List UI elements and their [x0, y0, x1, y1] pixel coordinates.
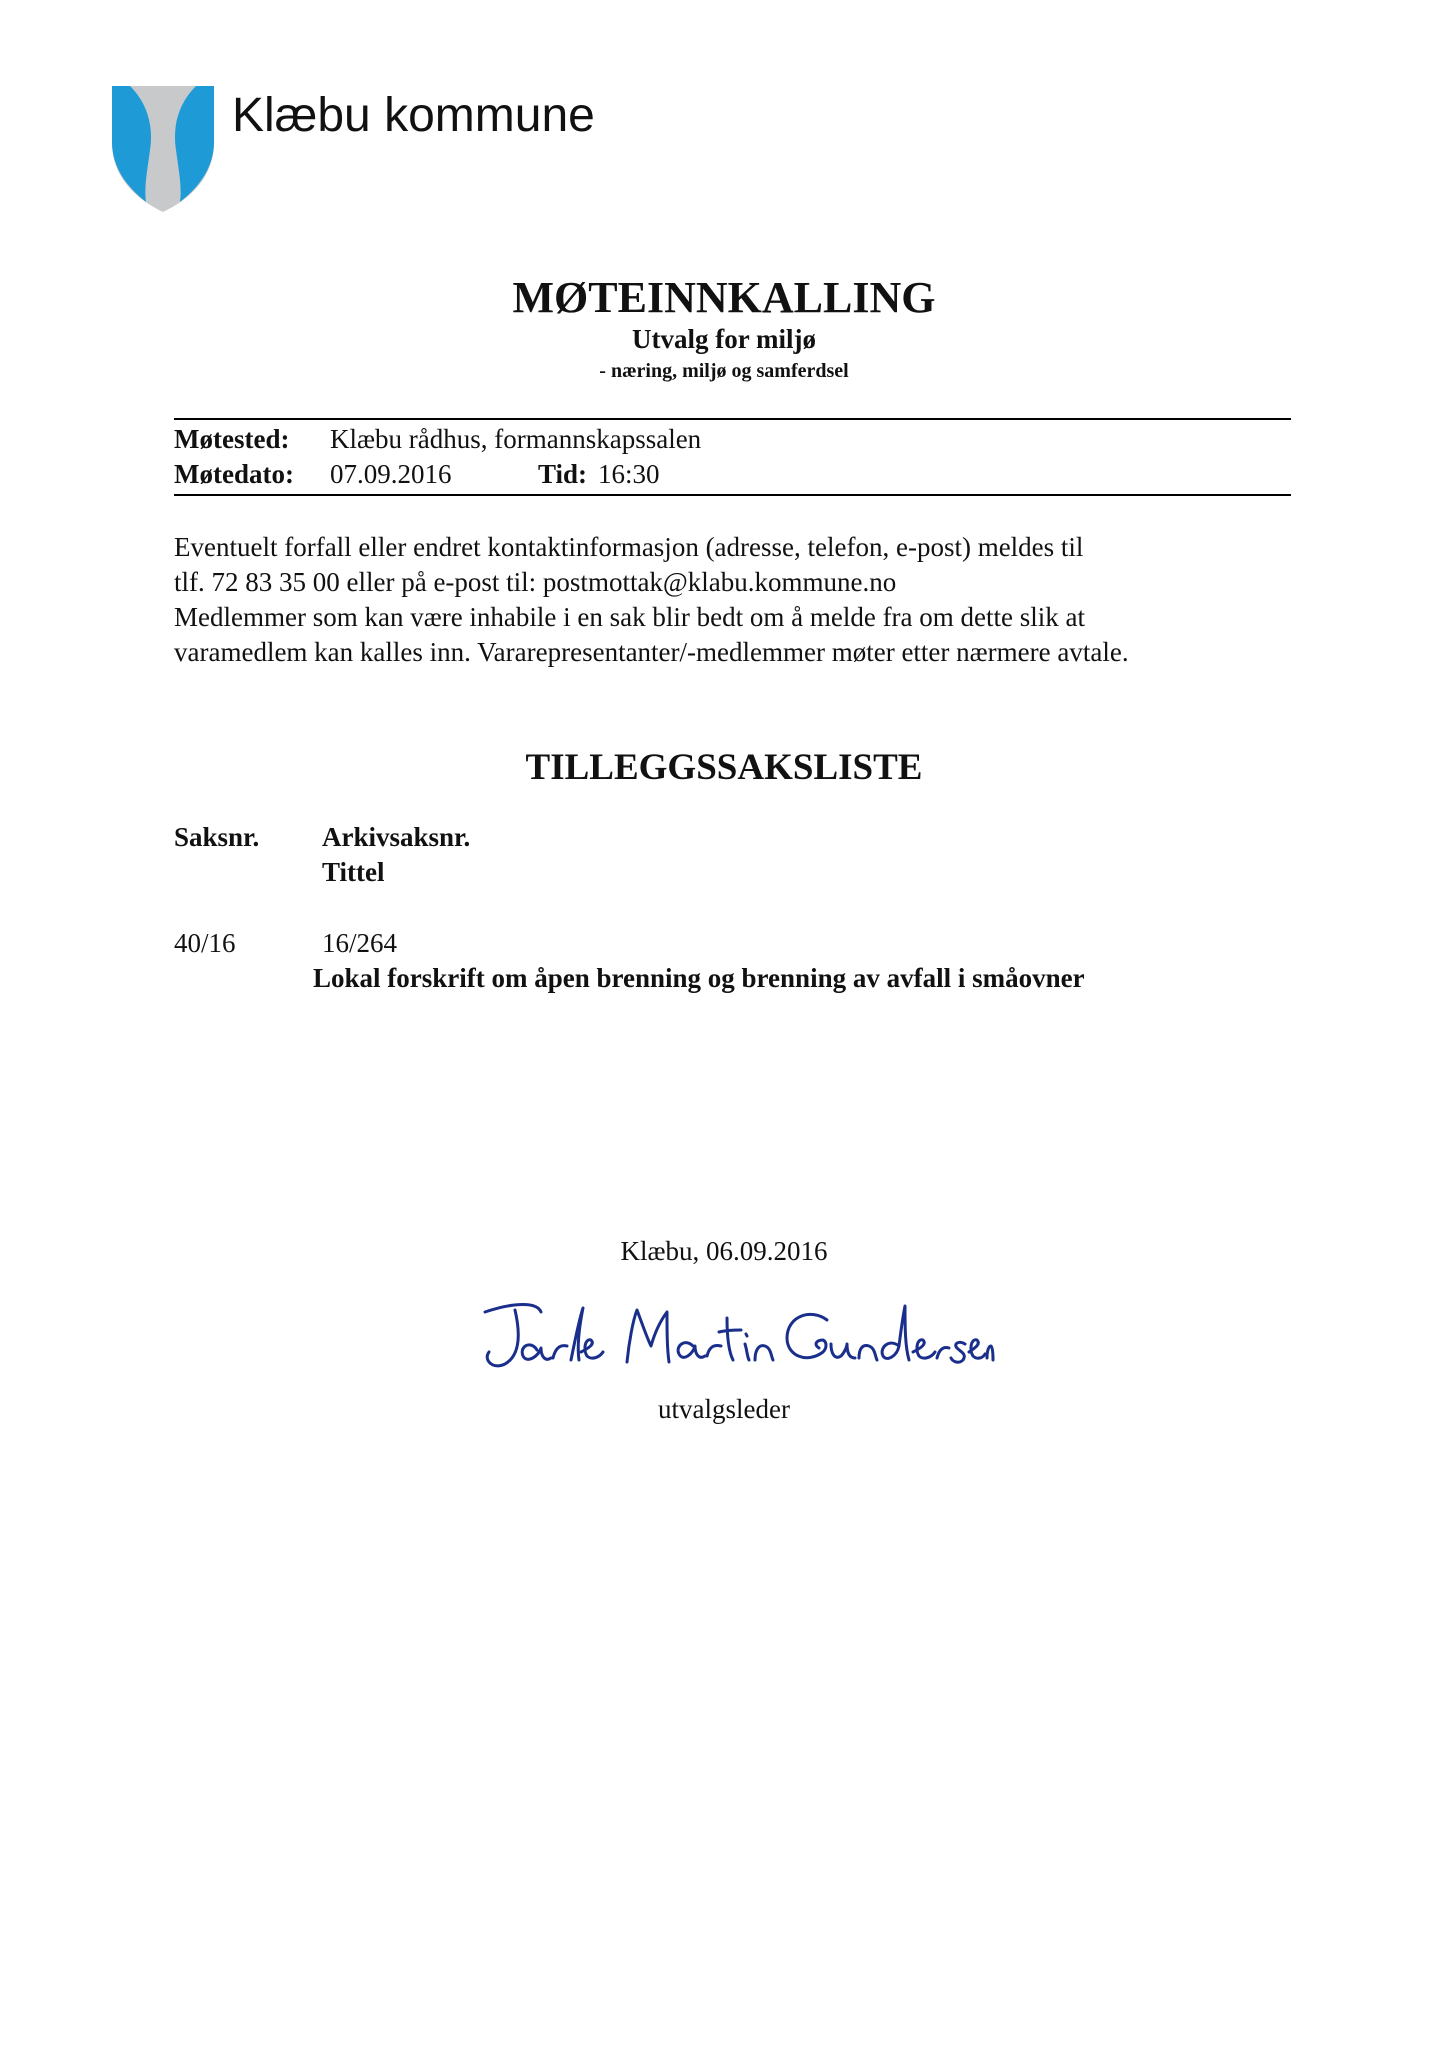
meeting-date-label: Møtedato: [174, 459, 294, 489]
meeting-time-label: Tid: [538, 459, 588, 489]
document-title: MØTEINNKALLING [512, 273, 936, 322]
header-arkivsaksnr: Arkivsaksnr. [322, 822, 471, 852]
organization-name: Klæbu kommune [232, 89, 595, 142]
header-tittel: Tittel [322, 857, 385, 887]
meeting-place-label: Møtested: [174, 424, 290, 454]
signer-role: utvalgsleder [658, 1394, 790, 1424]
divider-top [174, 418, 1291, 420]
handwritten-signature [475, 1290, 995, 1390]
case-arkivsaksnr: 16/264 [322, 928, 398, 958]
meeting-date: 07.09.2016 [330, 459, 452, 489]
place-date: Klæbu, 06.09.2016 [620, 1236, 828, 1266]
coat-of-arms-icon [110, 84, 216, 214]
info-line: Eventuelt forfall eller endret kontaktinformasjon (adresse, telefon, e-post) meldes til [174, 532, 1084, 562]
meeting-time: 16:30 [598, 459, 660, 489]
committee-subtitle: - næring, miljø og samferdsel [599, 360, 849, 382]
committee-name: Utvalg for miljø [632, 324, 816, 354]
info-line: tlf. 72 83 35 00 eller på e-post til: postmottak@klabu.kommune.no [174, 567, 897, 597]
divider-bottom [174, 494, 1291, 496]
case-title: Lokal forskrift om åpen brenning og brenning av avfall i småovner [313, 963, 1085, 993]
meeting-place: Klæbu rådhus, formannskapssalen [330, 424, 702, 454]
header-saksnr: Saksnr. [174, 822, 260, 852]
case-saksnr: 40/16 [174, 928, 236, 958]
info-line: varamedlem kan kalles inn. Vararepresentanter/-medlemmer møter etter nærmere avtale. [174, 637, 1129, 667]
info-paragraph [174, 530, 1304, 670]
info-line: Medlemmer som kan være inhabile i en sak blir bedt om å melde fra om dette slik at [174, 602, 1085, 632]
section-title: TILLEGGSSAKSLISTE [525, 747, 923, 788]
